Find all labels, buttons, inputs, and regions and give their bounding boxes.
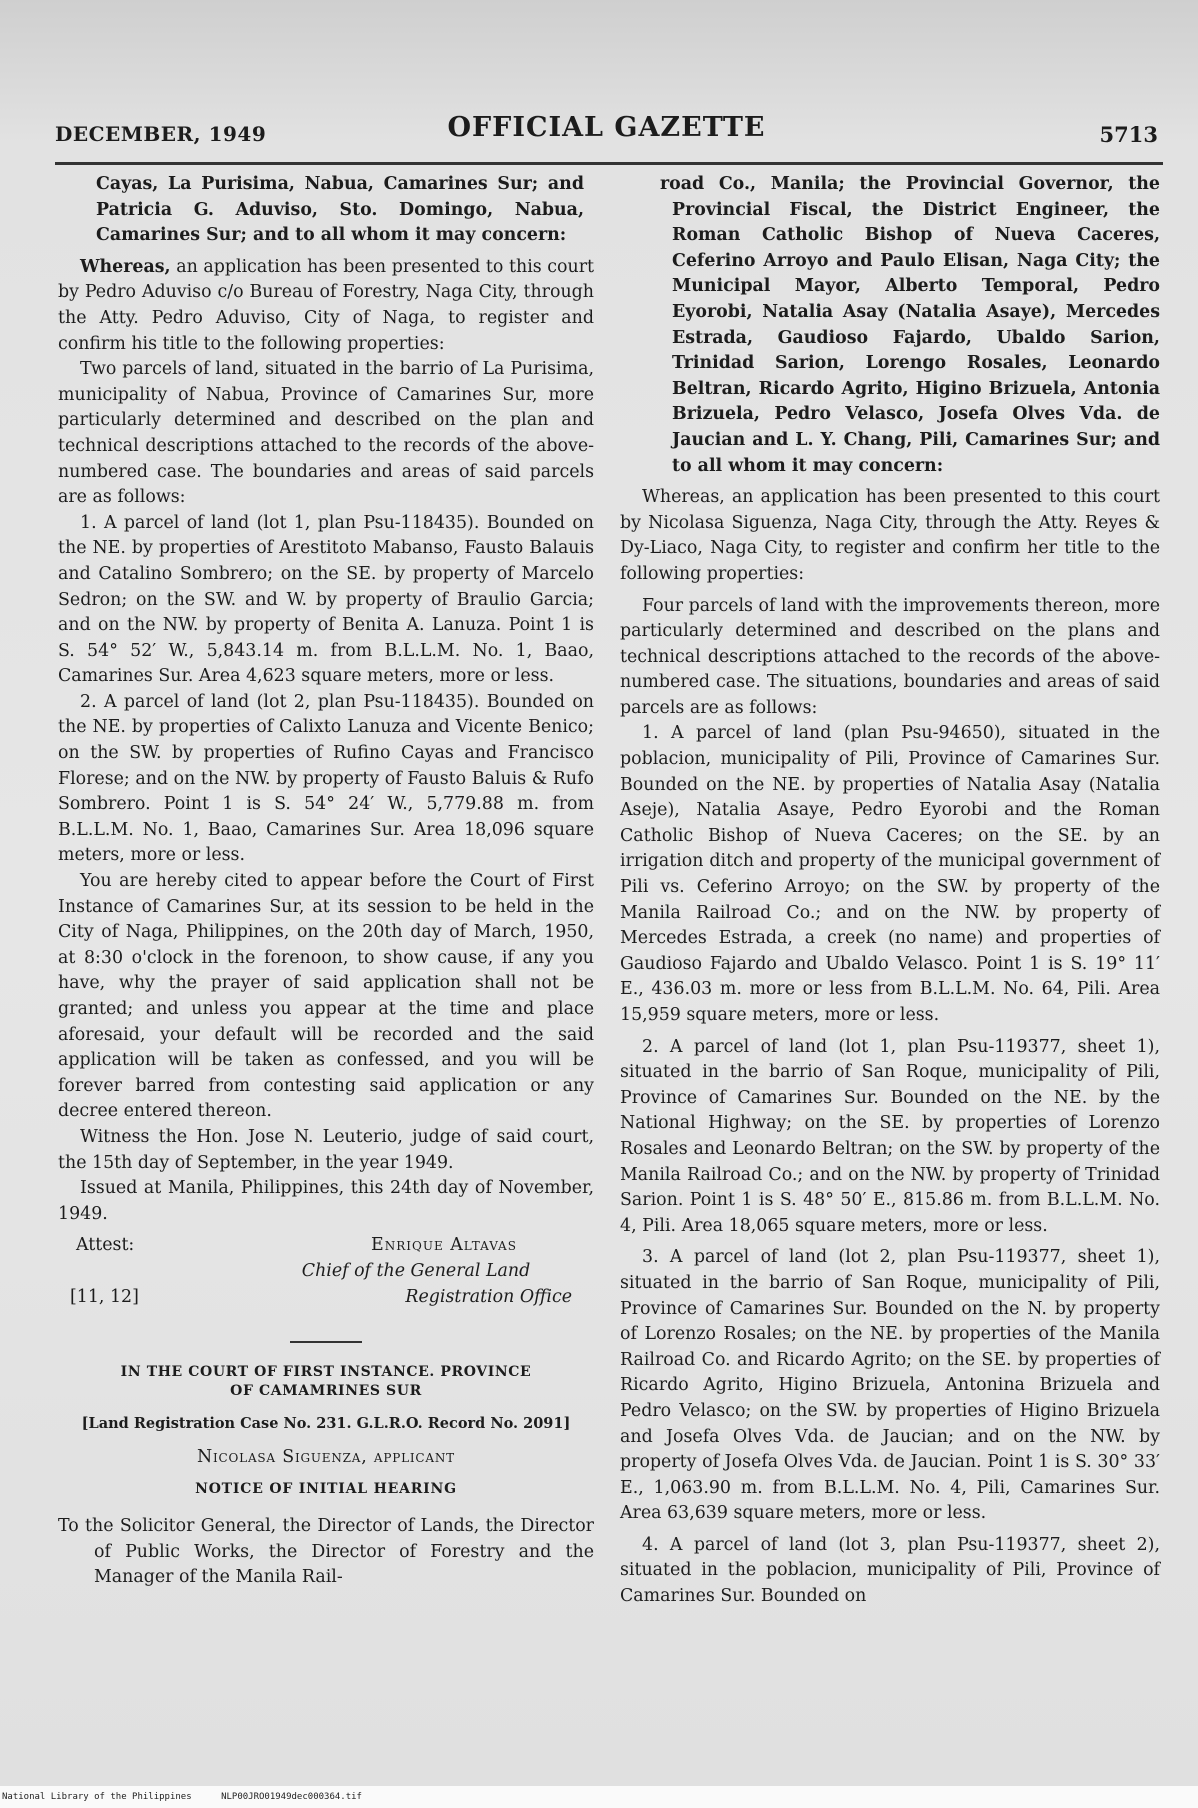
left-column <box>58 172 594 1591</box>
right-whereas-paragraph: Whereas, an application has been presented to this court by Nicolasa Siguenza, Naga City, through the Atty. Reyes & Dy-Liaco, Naga City, to register and confirm her title to the following properties: <box>620 487 1160 584</box>
attest-label: Attest: <box>76 1235 135 1256</box>
court-heading-line-1: IN THE COURT OF FIRST INSTANCE. PROVINCE <box>120 1364 532 1381</box>
signature-row-2 <box>58 1259 594 1285</box>
issue-reference: [11, 12] <box>70 1287 139 1308</box>
right-column <box>620 172 1160 1610</box>
scan-footer <box>0 1786 1198 1808</box>
section-separator <box>290 1341 362 1343</box>
header-rule <box>55 162 1163 165</box>
parcel-1-paragraph: 1. A parcel of land (lot 1, plan Psu-118435). Bounded on the NE. by properties of Arestitoto Mabanso, Fausto Balauis and Catalino Sombrero; on the SE. by property of Marcelo Sedron; on the SW. and W. by property of Braulio Garcia; and on the NW. by property of Benita A. Lanuza. Point 1 is S. 54° 52′ W., 5,843.14 m. from B.L.L.M. No. 1, Baao, Camarines Sur. Area 4,623 square meters, more or less. <box>58 512 594 687</box>
applicant-line: Nicolasa Siguenza, applicant <box>197 1446 455 1467</box>
right-address-block: road Co., Manila; the Provincial Governor, the Provincial Fiscal, the District Engineer, the Roman Catholic Bishop of Nueva Caceres, Ceferino Arroyo and Paulo Elisan, Naga City; the Municipal Mayor, Alberto Temporal, Pedro Eyorobi, Natalia Asay (Natalia Asaye), Mercedes Estrada, Gaudioso Fajardo, Ubaldo Sarion, Trinidad Sarion, Lorengo Rosales, Leonardo Beltran, Ricardo Agrito, Higino Brizuela, Antonia Brizuela, Pedro Velasco, Josefa Olves Vda. de Jaucian and L. Y. Chang, Pili, Camarines Sur; and to all whom it may concern: <box>660 174 1160 476</box>
court-heading-line-2: OF CAMAMRINES SUR <box>230 1383 422 1400</box>
address-block: Cayas, La Purisima, Nabua, Camarines Sur; and Patricia G. Aduviso, Sto. Domingo, Nabua, Camarines Sur; and to all whom it may concern: <box>96 174 584 246</box>
right-parcels-intro-paragraph: Four parcels of land with the improvements thereon, more particularly determined and described on the plans and technical descriptions attached to the records of the above-numbered case. The situations, boundaries and areas of said parcels are as follows: <box>620 595 1160 718</box>
issued-paragraph: Issued at Manila, Philippines, this 24th day of November, 1949. <box>58 1178 594 1224</box>
signer-name: Enrique Altavas <box>371 1235 517 1256</box>
whereas-lead: Whereas, <box>80 256 171 277</box>
to-paragraph: To the Solicitor General, the Director of Lands, the Director of Public Works, the Director of Forestry and the Manager of the Manila Rail- <box>58 1516 594 1588</box>
signer-title-line-2: Registration Office <box>405 1287 572 1308</box>
parcels-intro-paragraph: Two parcels of land, situated in the barrio of La Purisima, municipality of Nabua, Province of Camarines Sur, more particularly determined and described on the plan and technical descriptions attached to the records of the above-numbered case. The boundaries and areas of said parcels are as follows: <box>58 359 594 508</box>
right-parcel-1-paragraph: 1. A parcel of land (plan Psu-94650), situated in the poblacion, municipality of Pili, Province of Camarines Sur. Bounded on the NE. by properties of Natalia Asay (Natalia Aseje), Natalia Asaye, Pedro Eyorobi and the Roman Catholic Bishop of Nueva Caceres; on the SE. by an irrigation ditch and property of the municipal government of Pili vs. Ceferino Arroyo; on the SW. by property of the Manila Railroad Co.; and on the NW. by property of Mercedes Estrada, a creek (no name) and properties of Gaudioso Fajardo and Ubaldo Velasco. Point 1 is S. 19° 11′ E., 436.03 m. more or less from B.L.L.M. No. 64, Pili. Area 15,959 square meters, more or less. <box>620 723 1160 1025</box>
court-heading <box>58 1363 594 1401</box>
header-title: OFFICIAL GAZETTE <box>447 112 766 143</box>
footer-library: National Library of the Philippines <box>2 1792 192 1802</box>
witness-paragraph: Witness the Hon. Jose N. Leuterio, judge of said court, the 15th day of September, in the year 1949. <box>58 1126 594 1173</box>
whereas-paragraph <box>58 255 594 357</box>
signature-row-3 <box>58 1285 594 1311</box>
page-header <box>55 112 1158 152</box>
signature-row-1 <box>58 1233 594 1259</box>
whereas-text: an application has been presented to this court by Pedro Aduviso c/o Bureau of Forestry, Naga City, through the Atty. Pedro Aduviso, City of Naga, to register and confirm his title to the following properties: <box>58 256 595 354</box>
footer-file: NLP00JRO01949dec000364.tif <box>221 1792 362 1802</box>
signer-title-line-1: Chief of the General Land <box>301 1261 531 1282</box>
header-page-number: 5713 <box>1099 122 1158 147</box>
right-parcel-3-paragraph: 3. A parcel of land (lot 2, plan Psu-119377, sheet 1), situated in the barrio of San Roque, municipality of Pili, Province of Camarines Sur. Bounded on the N. by property of Lorenzo Rosales; on the NE. by properties of the Manila Railroad Co. and Ricardo Agrito; on the SE. by properties of Ricardo Agrito, Higino Brizuela, Antonina Brizuela and Pedro Velasco; on the SW. by properties of Higino Brizuela and Josefa Olves Vda. de Jaucian; and on the NW. by property of Josefa Olves Vda. de Jaucian. Point 1 is S. 30° 33′ E., 1,063.90 m. from B.L.L.M. No. 4, Pili, Camarines Sur. Area 63,639 square meters, more or less. <box>620 1247 1160 1524</box>
header-date: DECEMBER, 1949 <box>55 122 267 146</box>
citation-paragraph: You are hereby cited to appear before the Court of First Instance of Camarines Sur, at its session to be held in the City of Naga, Philippines, on the 20th day of March, 1950, at 8:30 o'clock in the forenoon, to show cause, if any you have, why the prayer of said application shall not be granted; and unless you appear at the time and place aforesaid, your default will be recorded and the said application will be taken as confessed, and you will be forever barred from contesting said application or any decree entered thereon. <box>58 871 594 1122</box>
parcel-2-paragraph: 2. A parcel of land (lot 2, plan Psu-118435). Bounded on the NE. by properties of Calixto Lanuza and Vicente Benico; on the SW. by properties of Rufino Cayas and Francisco Florese; and on the NW. by property of Fausto Baluis & Rufo Sombrero. Point 1 is S. 54° 24′ W., 5,779.88 m. from B.L.L.M. No. 1, Baao, Camarines Sur. Area 18,096 square meters, more or less. <box>58 691 594 866</box>
notice-title: NOTICE OF INITIAL HEARING <box>195 1480 457 1497</box>
right-parcel-2-paragraph: 2. A parcel of land (lot 1, plan Psu-119377, sheet 1), situated in the barrio of San Roque, municipality of Pili, Province of Camarines Sur. Bounded on the NE. by the National Highway; on the SE. by properties of Lorenzo Rosales and Leonardo Beltran; on the SW. by property of the Manila Railroad Co.; and on the NW. by property of Trinidad Sarion. Point 1 is S. 48° 50′ E., 815.86 m. from B.L.L.M. No. 4, Pili. Area 18,065 square meters, more or less. <box>620 1036 1160 1236</box>
case-line: [Land Registration Case No. 231. G.L.R.O. Record No. 2091] <box>81 1415 571 1433</box>
right-parcel-4-paragraph: 4. A parcel of land (lot 3, plan Psu-119377, sheet 2), situated in the poblacion, municipality of Pili, Province of Camarines Sur. Bounded on <box>620 1534 1160 1607</box>
